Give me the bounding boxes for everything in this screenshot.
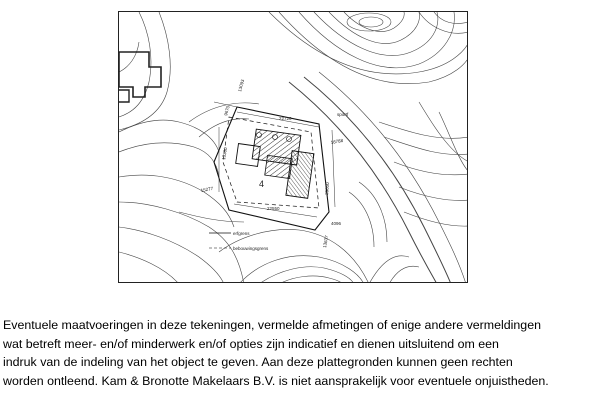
disclaimer-line-1: Eventuele maatvoeringen in deze tekeningen, vermelde afmetingen of enige andere vermeldingen <box>3 318 541 332</box>
dimension-left-lower: 15277 <box>200 185 214 193</box>
disclaimer-line-4: worden ontleend. Kam & Bronotte Makelaars B.V. is niet aansprakelijk voor eventuele onjuistheden. <box>3 373 549 388</box>
dimension-bottom: 22550 <box>267 206 280 211</box>
house-footprint <box>236 129 314 198</box>
dimension-right-upper: 16788 <box>330 137 344 145</box>
disclaimer-line-3: indruk van de indeling van het object te geven. Aan deze plattegronden kunnen geen rechten <box>3 355 513 370</box>
lot-number: 4 <box>259 179 265 189</box>
dimension-right-side: 20050 <box>324 182 331 196</box>
dimension-left-side: 13300 <box>221 146 229 161</box>
legend-building-line: bebouwingsgrens <box>233 246 269 251</box>
site-plan-drawing <box>118 11 468 283</box>
dimension-right-lower: 13637 <box>322 234 330 249</box>
legend-lot-boundary: erfgrens <box>233 231 250 236</box>
disclaimer-line-2: wat betreft meer- en/of minderwerk en/of opties zijn indicatief en dienen uitsluitend om een <box>3 336 499 351</box>
road-label: sportf <box>337 112 349 117</box>
dimension-top: 22720 <box>279 116 292 121</box>
dimension-left-upper: 13093 <box>237 78 246 93</box>
dimension-top-left: 9670 <box>223 105 231 117</box>
disclaimer-text <box>3 316 599 390</box>
dimension-corner: 4096 <box>331 221 342 226</box>
